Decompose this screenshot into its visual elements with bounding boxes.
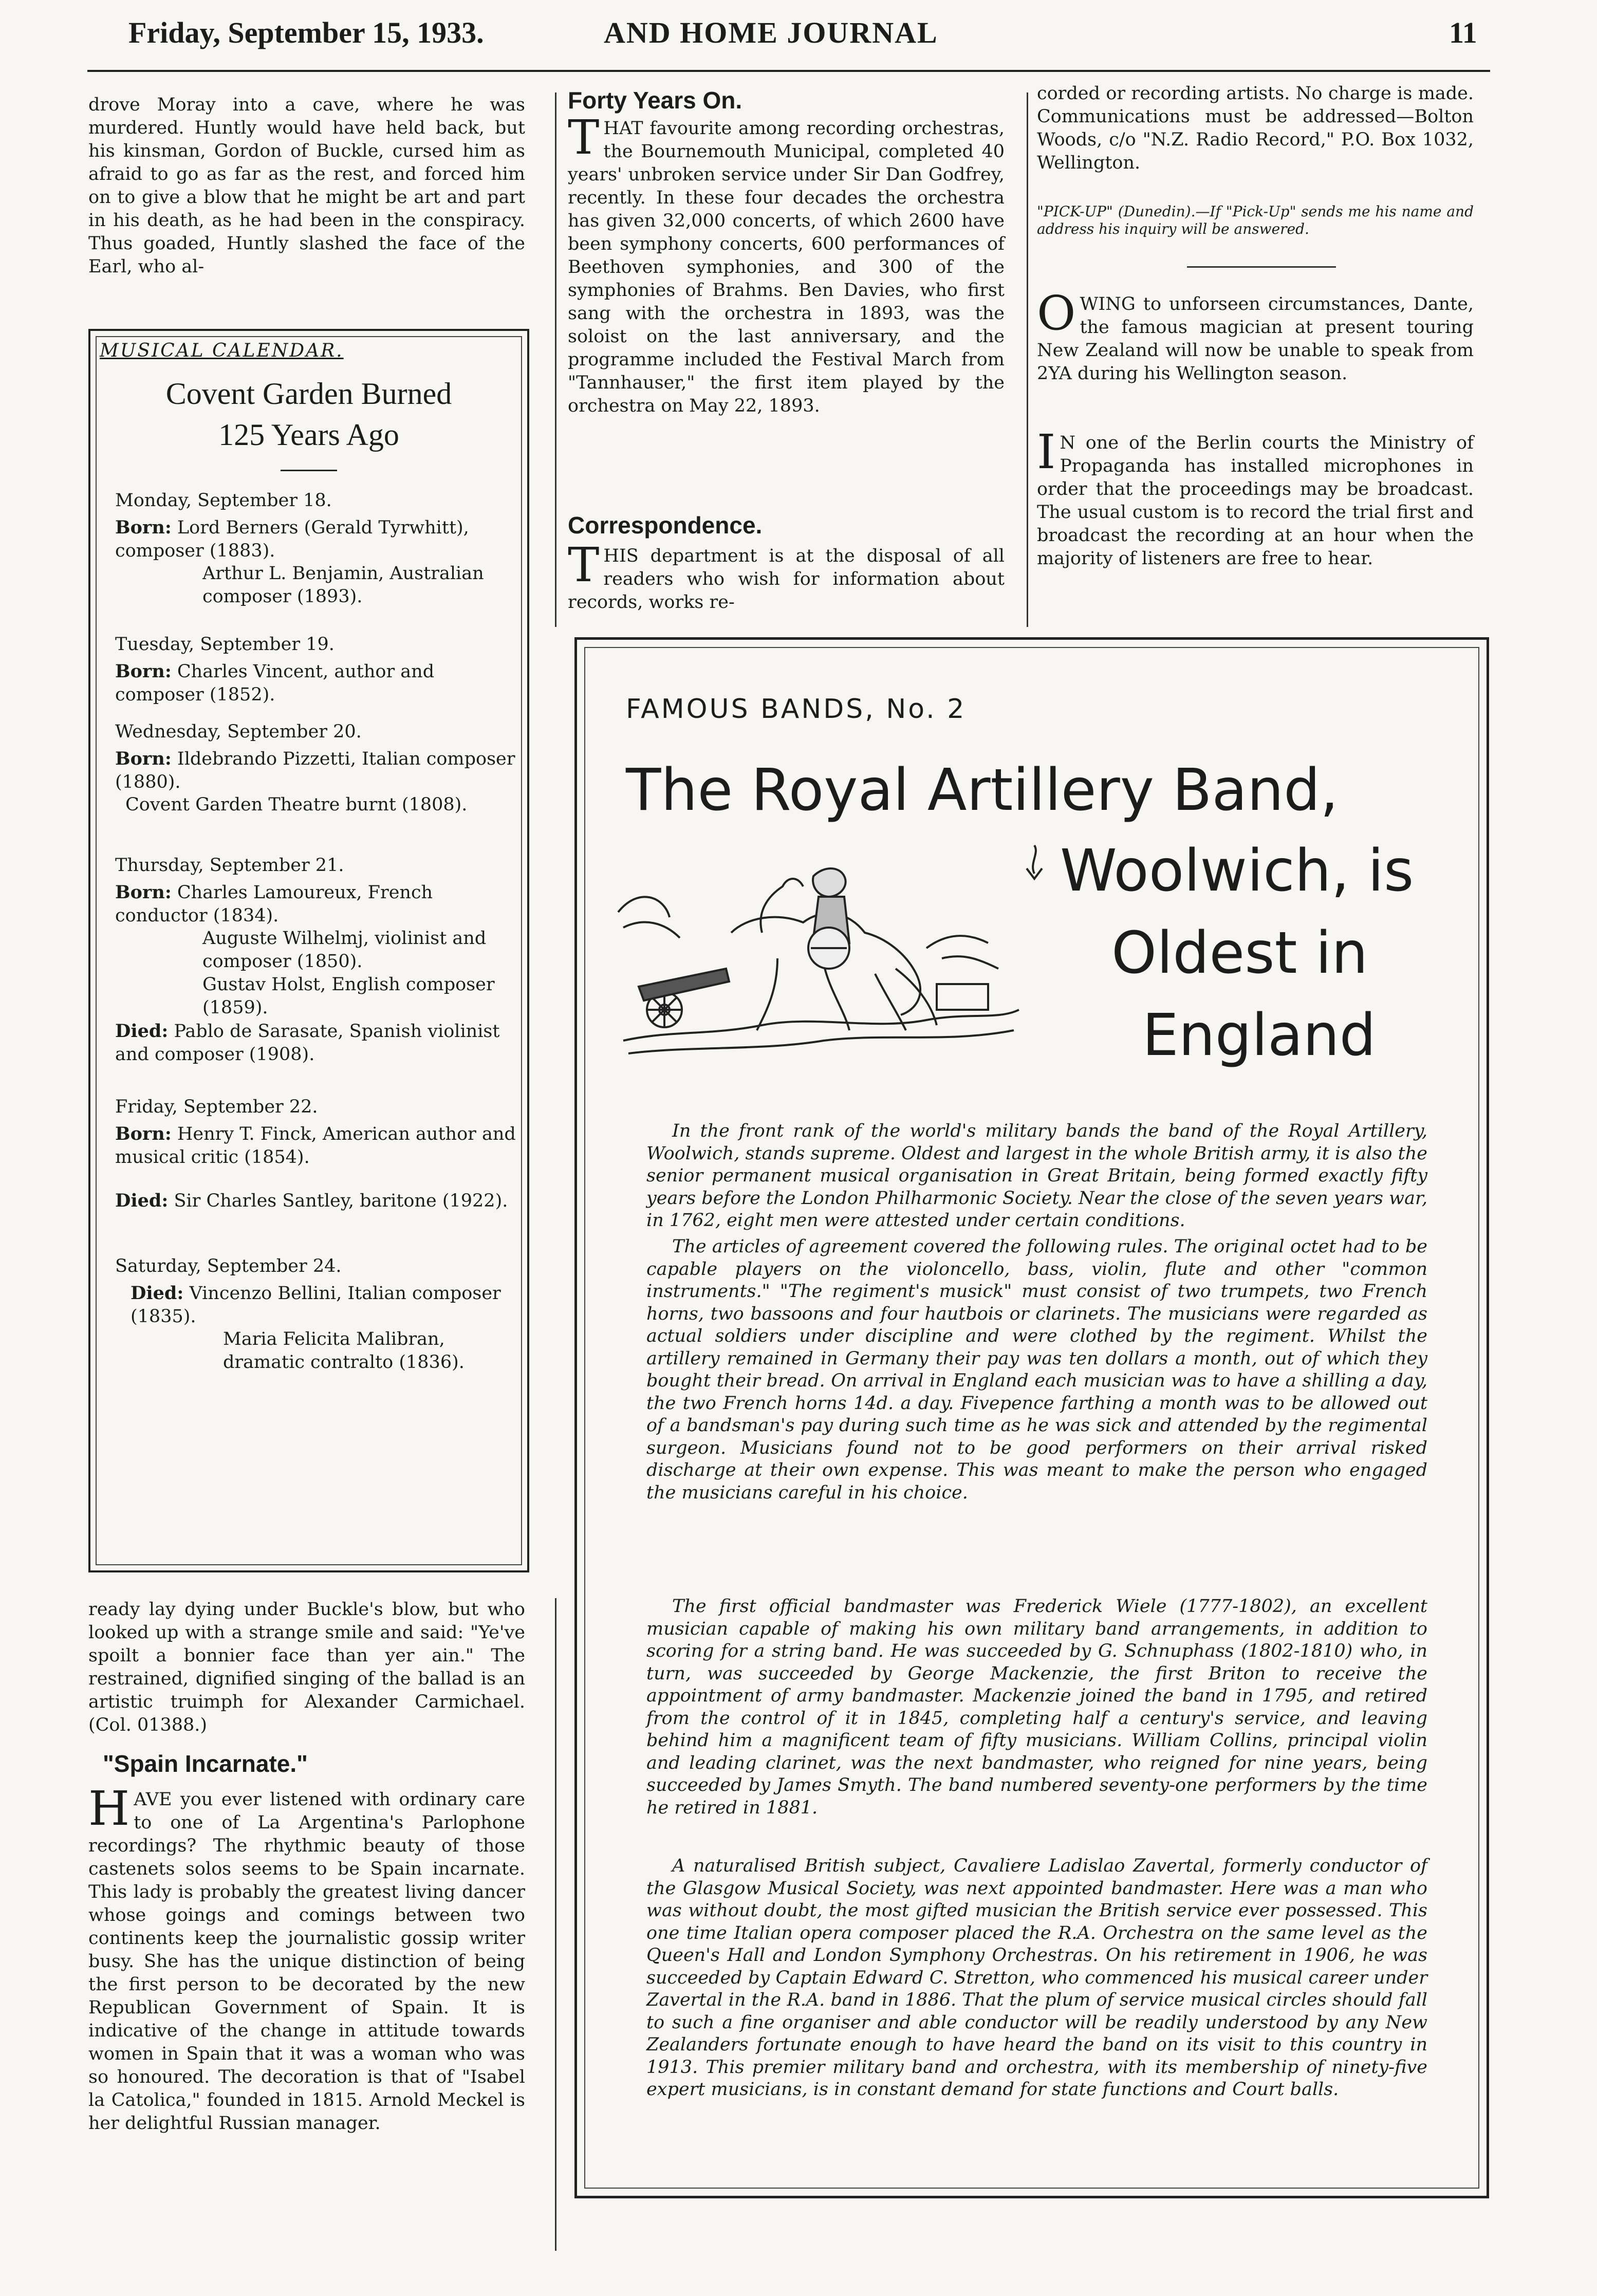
calendar-entry [202, 973, 516, 1020]
calendar-title [90, 373, 527, 455]
bands-series-label: FAMOUS BANDS, No. 2 [626, 694, 967, 725]
dante-text [1037, 286, 1474, 385]
header-rule [87, 70, 1490, 72]
carmichael-continued-text: ready lay dying under Buckle's blow, but who looked up with a strange smile and said: "Ye've spoilt a bonnier face than yer ain." The restrained, dignified singing of the ballad is an artistic truimph for Alexander Carmichael. (Col. 01388.) [88, 1599, 525, 1735]
entry-kind: Born: [115, 661, 172, 682]
divider-rule [1187, 266, 1336, 268]
calendar-entry [115, 881, 516, 928]
dropcap: I [1037, 424, 1056, 479]
calendar-day-wednesday: Wednesday, September 20. [115, 721, 362, 742]
huntly-ballad-text: drove Moray into a cave, where he was murdered. Huntly would have held back, but his kinsman, Gordon of Buckle, cursed him as afraid to go as far as the rest, and forced him on to give a blow that he might be art and part in his death, as he had been in the conspiracy. Thus goaded, Huntly slashed the face of the Earl, who al- [88, 95, 525, 277]
entry-text: Pablo de Sarasate, Spanish violinist and composer (1908). [115, 1021, 500, 1065]
spain-incarnate-text [88, 1781, 525, 2135]
bands-paragraph-3: The first official bandmaster was Frederick Wiele (1777-1802), an excellent musician capable of making his own military band arrangements, in addition to scoring for a string band. He was succeeded by G. Schnuphass (1802-1810) who, in turn, was succeeded by George Mackenzie, the first Briton to receive the appointment of army bandmaster. Mackenzie joined the band in 1795, and retired from the control of it in 1845, completing half a century's service, and leaving behind him a magnificent team of fifty musicians. William Collins, principal violin and leading clarinet, was the next bandmaster, who reigned for nine years, being succeeded by James Smyth. The band numbered seventy-one performers by the time he retired in 1881. [646, 1596, 1427, 1818]
dropcap: T [568, 110, 600, 165]
correspondence-body: HIS department is at the disposal of all readers who wish for information about records, works re- [568, 546, 1005, 613]
entry-text: Charles Lamoureux, French conductor (1834). [115, 882, 433, 926]
bands-headline-1: The Royal Artillery Band, [626, 757, 1339, 824]
calendar-entry [115, 747, 516, 794]
calendar-entry [115, 1020, 516, 1066]
entry-text: Henry T. Finck, American author and musical critic (1854). [115, 1124, 516, 1168]
berlin-body: N one of the Berlin courts the Ministry of Propaganda has installed microphones in order that the proceedings may be broadcast. The usual custom is to record the trial first and broadcast the recording at an hour when the majority of listeners are free to hear. [1037, 433, 1474, 569]
entry-text: Sir Charles Santley, baritone (1922). [174, 1191, 508, 1211]
header-page-number: 11 [1449, 16, 1477, 49]
calendar-day-saturday: Saturday, September 24. [115, 1256, 342, 1276]
entry-kind: Born: [115, 882, 172, 903]
forty-years-text [568, 110, 1005, 418]
calendar-day-tuesday: Tuesday, September 19. [115, 634, 335, 655]
bands-paragraph-4: A naturalised British subject, Cavaliere Ladislao Zavertal, formerly conductor of the Glasgow Musical Society, was next appointed bandmaster. Here was a man who was without doubt, the most gifted musician the British service ever possessed. This one time Italian opera composer placed the R.A. Orchestra on the same level as the Queen's Hall and London Symphony Orchestras. On his retirement in 1906, he was succeeded by Captain Edward C. Stretton, who commenced his musical career under Zavertal in the R.A. band in 1886. That the plum of service musical circles should fall to such a fine organiser and able conductor will be readily understood by any New Zealanders fortunate enough to have heard the band on its visit to this country in 1913. This premier military band and orchestra, with its membership of ninety-five expert musicians, is in constant demand for state functions and Court balls. [646, 1856, 1427, 2100]
calendar-entry [223, 1328, 516, 1374]
calendar-entry [115, 1122, 516, 1169]
entry-kind: Born: [115, 1123, 172, 1144]
entry-text: Gustav Holst, English composer (1859). [202, 974, 495, 1018]
column-rule-1 [555, 92, 556, 627]
correspondence-continued: corded or recording artists. No charge is made. Communications must be addressed—Bolton Woods, c/o "N.Z. Radio Record," P.O. Box 1032, Wellington. [1037, 83, 1474, 173]
calendar-entry [202, 562, 516, 608]
spain-incarnate-title: "Spain Incarnate." [103, 1750, 308, 1777]
entry-text: Ildebrando Pizzetti, Italian composer (1880). [115, 749, 515, 792]
entry-text: Arthur L. Benjamin, Australian composer (1893). [202, 563, 484, 607]
musical-calendar-box [88, 329, 529, 1572]
correspondence-text [568, 538, 1005, 614]
bands-headline-4: England [1142, 1002, 1376, 1069]
dropcap: T [568, 538, 600, 592]
entry-kind: Born: [115, 517, 172, 538]
calendar-entry [202, 927, 516, 973]
calendar-entry [115, 1189, 516, 1213]
entry-text: Auguste Wilhelmj, violinist and composer (1850). [202, 928, 487, 972]
dropcap: H [88, 1781, 130, 1836]
calendar-title-line2: 125 Years Ago [218, 418, 399, 452]
correspondence-title: Correspondence. [568, 512, 763, 539]
famous-bands-box [574, 637, 1489, 2198]
calendar-label: MUSICAL CALENDAR. [100, 340, 344, 361]
mounted-drummer-illustration [608, 856, 1029, 1092]
calendar-day-monday: Monday, September 18. [115, 490, 332, 511]
berlin-text [1037, 424, 1474, 570]
entry-text: Maria Felicita Malibran, dramatic contralto (1836). [223, 1329, 465, 1373]
entry-kind: Died: [131, 1283, 184, 1304]
dante-body: WING to unforseen circumstances, Dante, the famous magician at present touring New Zealand will now be unable to speak from 2YA during his Wellington season. [1037, 294, 1474, 384]
bands-paragraph-2: The articles of agreement covered the following rules. The original octet had to be capable players on the violoncello, bass, violin, flute and other "common instruments." "The regiment's musick" must consist of two trumpets, two French horns, two bassoons and four hautbois or clarinets. The musicians were regarded as actual soldiers under discipline and were clothed by the regiment. Whilst the artillery remained in Germany their pay was ten dollars a month, out of which they bought their bread. On arrival in England each musician was to have a shilling a day, the two French horns 14d. a day. Fivepence farthing a month was to be allowed out of a bandsman's pay during such time as he was sick and attended by the regimental surgeon. Musicians found not to be good performers on their arrival risked discharge at their own expense. This was meant to make the person who engaged the musicians careful in his choice. [646, 1236, 1427, 1503]
calendar-entry [115, 660, 516, 707]
entry-text: Vincenzo Bellini, Italian composer (1835). [131, 1283, 501, 1327]
flourish-icon [1024, 843, 1045, 884]
entry-kind: Born: [115, 748, 172, 769]
column-rule-1b [555, 1598, 556, 2251]
calendar-title-line1: Covent Garden Burned [165, 377, 452, 411]
calendar-day-thursday: Thursday, September 21. [115, 855, 344, 876]
calendar-day-friday: Friday, September 22. [115, 1097, 318, 1117]
entry-text: Charles Vincent, author and composer (1852). [115, 661, 435, 705]
column-rule-2 [1027, 92, 1028, 627]
calendar-divider [281, 470, 337, 471]
page-header [87, 15, 1485, 57]
calendar-entry [115, 516, 516, 563]
forty-years-body: HAT favourite among recording orchestras, the Bournemouth Municipal, completed 40 years' unbroken service under Sir Dan Godfrey, recently. In these four decades the orchestra has given 32,000 concerts, of which 2600 have been symphony concerts, 600 performances of Beethoven symphonies, and 300 of the symphonies of Brahms. Ben Davies, who first sang with the orchestra in 1893, was the soloist on the last anniversary, and the programme included the Festival March from "Tannhauser," the first item played by the orchestra on May 22, 1893. [568, 118, 1005, 416]
bands-headline-2: Woolwich, is [1060, 838, 1414, 904]
entry-text: Lord Berners (Gerald Tyrwhitt), composer (1883). [115, 517, 469, 561]
header-journal-title: AND HOME JOURNAL [604, 16, 938, 49]
spain-body: AVE you ever listened with ordinary care to one of La Argentina's Parlophone recordings? The rhythmic beauty of those castenets solos seems to be Spain incarnate. This lady is probably the greatest living dancer whose goings and comings between two continents keep the journalistic gossip writer busy. She has the unique distinction of being the first person to be decorated by the new Republican Government of Spain. It is indicative of the change in attitude towards women in Spain that it was a woman who was so honoured. The decoration is that of "Isabel la Catolica," founded in 1815. Arnold Meckel is her delightful Russian manager. [88, 1789, 525, 2134]
entry-kind: Died: [115, 1021, 169, 1042]
pickup-answer: "PICK-UP" (Dunedin).—If "Pick-Up" sends me his name and address his inquiry will be answered. [1037, 203, 1474, 237]
bands-headline-3: Oldest in [1111, 920, 1368, 987]
header-date: Friday, September 15, 1933. [128, 16, 484, 49]
calendar-entry [131, 1282, 516, 1328]
entry-text: Covent Garden Theatre burnt (1808). [125, 794, 468, 815]
bands-paragraph-1: In the front rank of the world's military bands the band of the Royal Artillery, Woolwich, stands supreme. Oldest and largest in the whole British army, it is also the senior permanent musical organisation in Great Britain, being formed exactly fifty years before the London Philharmonic Society. Near the close of the seven years war, in 1762, eight men were attested under certain conditions. [646, 1121, 1427, 1231]
forty-years-title: Forty Years On. [568, 87, 742, 114]
entry-kind: Died: [115, 1190, 169, 1211]
calendar-entry [125, 793, 516, 817]
dropcap: O [1037, 286, 1076, 341]
